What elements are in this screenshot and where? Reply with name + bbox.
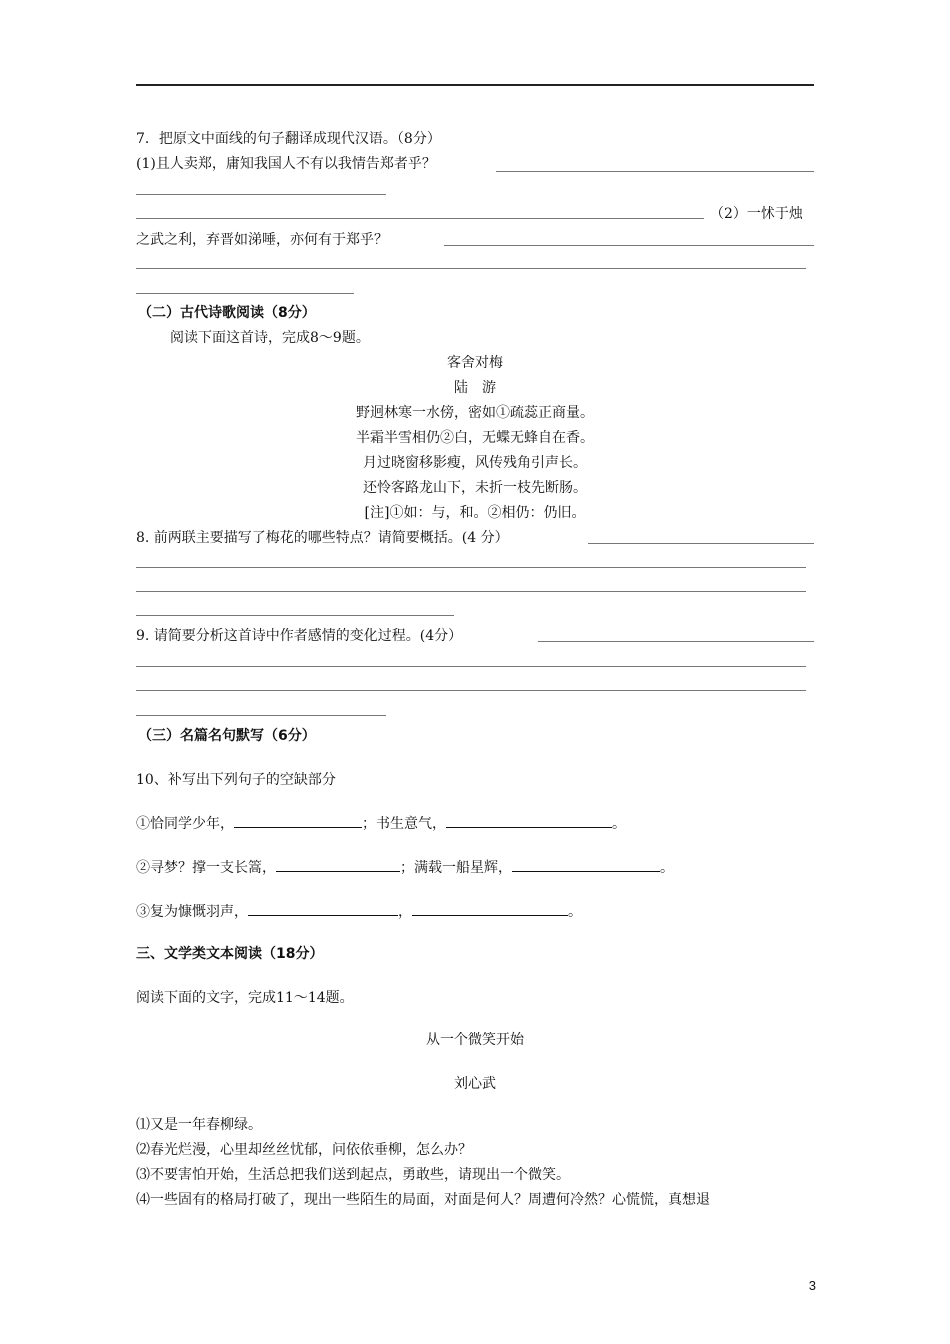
- fill-item-prompt: ；满载一船星辉，: [400, 860, 512, 876]
- header-rule: [136, 84, 814, 86]
- fill-item-3: [136, 901, 582, 921]
- q7-title: 7．把原文中面线的句子翻译成现代汉语。（8分）: [136, 131, 441, 147]
- q9-text: 9. 请简要分析这首诗中作者感情的变化过程。(4分）: [136, 628, 463, 644]
- punct: 。: [612, 816, 626, 832]
- answer-line: [136, 690, 806, 691]
- poem-title: 客舍对梅: [447, 355, 503, 371]
- essay-paragraph: ⑴又是一年春柳绿。: [136, 1117, 262, 1133]
- answer-line: [588, 543, 814, 544]
- q7-sentence-2b: 之武之利，弃晋如涕唾，亦何有于郑乎？: [136, 232, 388, 248]
- punct: 。: [568, 904, 582, 920]
- answer-line: [136, 218, 704, 219]
- answer-line: [136, 293, 354, 294]
- punct: 。: [660, 860, 674, 876]
- fill-blank[interactable]: [248, 901, 398, 916]
- answer-line: [136, 194, 386, 195]
- page-number: 3: [808, 1278, 816, 1293]
- section-poetry-title: （二）古代诗歌阅读（8分）: [138, 305, 316, 321]
- poem-note: [注]①如：与，和。②相仍：仍旧。: [364, 505, 586, 521]
- essay-paragraph: ⑵春光烂漫，心里却丝丝忧郁，问依依垂柳，怎么办？: [136, 1142, 472, 1158]
- answer-line: [136, 268, 806, 269]
- essay-paragraph: ⑷一些固有的格局打破了，现出一些陌生的局面，对面是何人？周遭何冷然？心慌慌，真想退: [136, 1192, 710, 1208]
- q7-sentence-1: (1)且人卖郑，庸知我国人不有以我情告郑者乎？: [136, 156, 436, 172]
- answer-line: [136, 591, 806, 592]
- essay-paragraph: ⑶不要害怕开始，生活总把我们送到起点，勇敢些，请现出一个微笑。: [136, 1167, 570, 1183]
- answer-line: [136, 615, 454, 616]
- answer-line: [136, 715, 386, 716]
- essay-author: 刘心武: [454, 1076, 496, 1092]
- answer-line: [538, 641, 814, 642]
- fill-blank[interactable]: [276, 857, 400, 872]
- fill-item-prompt: ，: [398, 904, 412, 920]
- fill-blank[interactable]: [412, 901, 568, 916]
- poem-line: 还怜客路龙山下，未折一枝先断肠。: [363, 480, 587, 496]
- poem-line: 月过晓窗移影瘦，风传残角引声长。: [363, 455, 587, 471]
- fill-item-prompt: ①恰同学少年，: [136, 816, 234, 832]
- literary-intro: 阅读下面的文字，完成11～14题。: [136, 990, 354, 1006]
- q7-sentence-2a: （2）一怵于烛: [710, 206, 803, 222]
- fill-item-1: [136, 813, 626, 833]
- fill-item-prompt: ③复为慷慨羽声，: [136, 904, 248, 920]
- poem-line: 半霜半雪相仍②白，无蝶无蜂自在香。: [356, 430, 594, 446]
- answer-line: [136, 567, 806, 568]
- answer-line: [136, 666, 806, 667]
- fill-item-2: [136, 857, 674, 877]
- part-literary-title: 三、文学类文本阅读（18分）: [136, 946, 324, 962]
- answer-line: [444, 245, 814, 246]
- essay-title: 从一个微笑开始: [426, 1032, 524, 1048]
- fill-item-prompt: ；书生意气，: [362, 816, 446, 832]
- section-recitation-title: （三）名篇名句默写（6分）: [138, 728, 316, 744]
- fill-blank[interactable]: [446, 813, 612, 828]
- fill-blank[interactable]: [234, 813, 362, 828]
- poetry-intro: 阅读下面这首诗，完成8～9题。: [170, 330, 370, 346]
- fill-blank[interactable]: [512, 857, 660, 872]
- poem-author: 陆 游: [454, 380, 496, 396]
- q10-text: 10、补写出下列句子的空缺部分: [136, 772, 336, 788]
- fill-item-prompt: ②寻梦？撑一支长篙，: [136, 860, 276, 876]
- q8-text: 8. 前两联主要描写了梅花的哪些特点？请简要概括。(4 分）: [136, 530, 509, 546]
- poem-line: 野迥林寒一水傍，密如①疏蕊正商量。: [356, 405, 594, 421]
- answer-line: [496, 171, 814, 172]
